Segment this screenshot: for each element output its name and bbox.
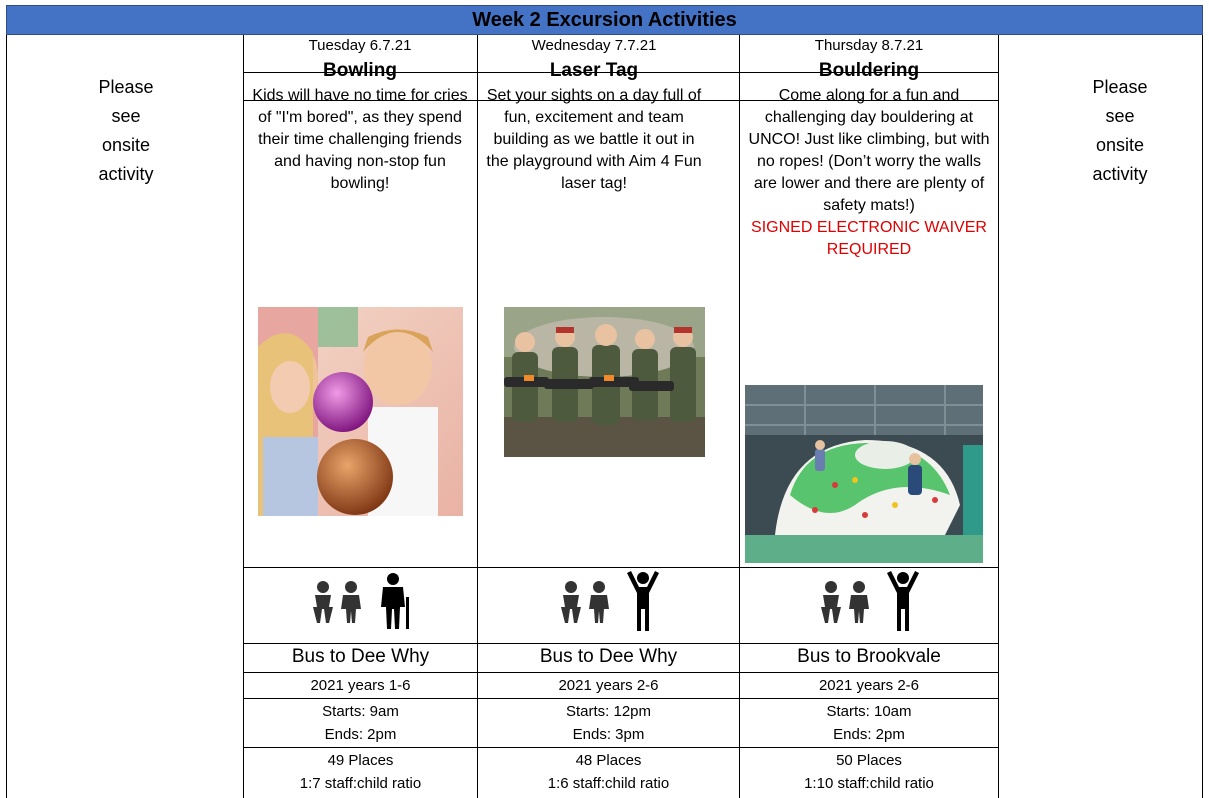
person-arms-up-icon	[625, 571, 661, 631]
activity-description: Set your sights on a day full of fun, excitement and team building as we battle it out in the playground with Aim 4 Fun laser tag!	[486, 87, 702, 192]
children-icon	[557, 579, 617, 623]
side-note-line: see	[111, 106, 141, 126]
end-time: Ends: 2pm	[324, 726, 397, 743]
end-time: Ends: 2pm	[833, 726, 905, 743]
bus-info: Bus to Brookvale	[797, 646, 941, 667]
activity-description: Kids will have no time for cries of "I'm bored", as they spend their time challenging friends and having non-stop fun bowling!	[252, 87, 468, 192]
bouldering-photo	[745, 385, 983, 563]
title-bar	[6, 5, 1203, 35]
places-cell	[244, 749, 477, 795]
places-cell	[478, 749, 739, 795]
staff-ratio: 1:7 staff:child ratio	[299, 775, 422, 792]
page-title: Week 2 Excursion Activities	[472, 8, 737, 31]
side-note-line: Please	[98, 77, 154, 97]
grid-line	[243, 567, 999, 568]
start-time: Starts: 9am	[322, 703, 399, 720]
staff-ratio: 1:10 staff:child ratio	[804, 775, 934, 792]
places-cell	[740, 749, 998, 795]
side-note-line: activity	[1092, 164, 1148, 184]
grid-line	[243, 698, 999, 699]
start-time: Starts: 12pm	[565, 703, 652, 720]
places-count: 50 Places	[836, 752, 902, 769]
grid-line	[1202, 35, 1203, 798]
activity-column-laser-tag	[478, 35, 710, 195]
activity-column-bouldering	[740, 35, 998, 261]
audience-icons-bouldering	[740, 570, 998, 632]
end-time: Ends: 3pm	[572, 726, 645, 743]
activity-name: Bouldering	[818, 60, 920, 81]
places-count: 49 Places	[327, 752, 394, 769]
waiver-warning: SIGNED ELECTRONIC WAIVER REQUIRED	[751, 219, 987, 258]
bowling-photo	[258, 307, 463, 516]
audience-icons-laser-tag	[478, 570, 739, 632]
bus-info: Bus to Dee Why	[291, 646, 430, 667]
laser-tag-photo	[504, 307, 705, 457]
side-note-line: see	[1105, 106, 1135, 126]
children-icon	[817, 579, 877, 623]
activity-name: Bowling	[323, 60, 397, 81]
side-note-left	[56, 73, 196, 189]
activity-name: Laser Tag	[549, 60, 639, 81]
side-note-right	[1050, 73, 1190, 189]
activity-date: Tuesday 6.7.21	[308, 37, 412, 54]
start-time: Starts: 10am	[826, 703, 912, 720]
eligible-years: 2021 years 2-6	[558, 677, 659, 694]
times-cell	[244, 700, 477, 746]
eligible-years: 2021 years 1-6	[310, 677, 411, 694]
grid-line	[243, 672, 999, 673]
side-note-line: onsite	[1095, 135, 1145, 155]
eligible-years: 2021 years 2-6	[818, 677, 920, 694]
times-cell	[740, 700, 998, 746]
side-note-line: onsite	[101, 135, 151, 155]
activity-date: Wednesday 7.7.21	[531, 37, 657, 54]
children-icon	[309, 579, 369, 623]
grid-line	[6, 35, 7, 798]
times-cell	[478, 700, 739, 746]
audience-icons-bowling	[244, 570, 477, 632]
side-note-line: Please	[1092, 77, 1148, 97]
activity-description: Come along for a fun and challenging day bouldering at UNCO! Just like climbing, but with no ropes! (Don’t worry the walls are lower and there are plenty of safety mats!)	[748, 87, 990, 214]
person-arms-up-icon	[885, 571, 921, 631]
side-note-line: activity	[98, 164, 154, 184]
bus-info: Bus to Dee Why	[539, 646, 678, 667]
grid-line	[998, 35, 999, 798]
activity-date: Thursday 8.7.21	[814, 37, 924, 54]
staff-ratio: 1:6 staff:child ratio	[547, 775, 670, 792]
activity-column-bowling	[244, 35, 476, 195]
places-count: 48 Places	[575, 752, 642, 769]
adult-walking-stick-icon	[377, 573, 413, 629]
grid-line	[243, 747, 999, 748]
